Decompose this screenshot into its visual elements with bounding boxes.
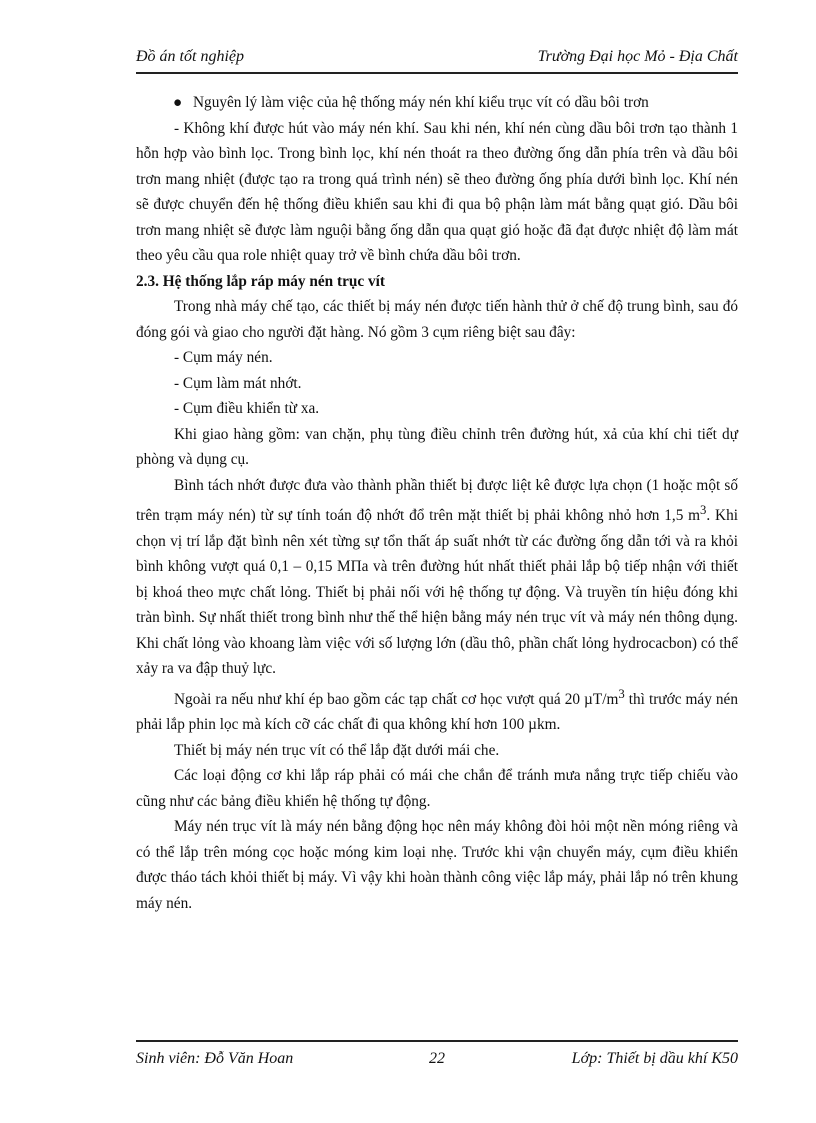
bullet-text: Nguyên lý làm việc của hệ thống máy nén khí kiểu trục vít có dầu bôi trơn — [193, 94, 649, 111]
footer-class: Lớp: Thiết bị dầu khí K50 — [571, 1050, 738, 1067]
paragraph: Máy nén trục vít là máy nén bằng động học nên máy không đòi hỏi một nền móng riêng và có thể lắp trên móng cọc hoặc móng kim loại nhẹ. Trước khi vận chuyển máy, cụm điều khiển được tháo tách khỏi thiết bị máy. Vì vậy khi hoàn thành công việc lắp máy, phải lắp nó trên khung máy nén. — [136, 818, 738, 912]
paragraph-text: . Khi chọn vị trí lắp đặt bình nên xét từng sự tổn thất áp suất nhớt từ các đường ống dẫn tới và ra khỏi bình không vượt quá 0,1 – 0,15 MПa và trên đường hút nhất thiết phải lắp bộ tiếp nhận với thiết bị khoá theo mực chất lỏng. Thiết bị phải nối với hệ thống tự động. Và truyền tín hiệu đóng khi tràn bình. Sự nhất thiết trong bình như thế thể hiện bằng máy nén trục vít và máy nén thông dụng. Khi chất lỏng vào khoang làm việc với số lượng lớn (dầu thô, phần chất lỏng hydrocacbon) có thể xảy ra va đập thuỷ lực. — [136, 507, 738, 678]
paragraph — [136, 682, 738, 738]
footer-student: Sinh viên: Đỗ Văn Hoan — [136, 1050, 294, 1067]
list-item: - Cụm điều khiển từ xa. — [174, 400, 320, 417]
paragraph-text: thì trước máy nén phải lắp phin lọc mà kích cỡ các chất đi qua không khí hơn 100 µkm. — [136, 690, 738, 734]
header-university: Trường Đại học Mỏ - Địa Chất — [537, 48, 738, 65]
bullet-item — [136, 90, 738, 116]
paragraph: Trong nhà máy chế tạo, các thiết bị máy nén được tiến hành thử ở chế độ trung bình, sau đó đóng gói và giao cho người đặt hàng. Nó gồm 3 cụm riêng biệt sau đây: — [136, 298, 738, 341]
paragraph: Các loại động cơ khi lắp ráp phải có mái che chắn để tránh mưa nắng trực tiếp chiếu vào cũng như các bảng điều khiển hệ thống tự động. — [136, 767, 738, 810]
page-body — [136, 90, 738, 916]
bullet-dot-icon: ● — [173, 94, 183, 111]
paragraph-text: Bình tách nhớt được đưa vào thành phần thiết bị được liệt kê được lựa chọn (1 hoặc một số trên trạm máy nén) từ sự tính toán độ nhớt đổ trên mặt thiết bị phải không nhỏ hơn 1,5 m — [136, 476, 738, 525]
section-heading: 2.3. Hệ thống lắp ráp máy nén trục vít — [136, 272, 386, 290]
page-footer — [136, 1040, 738, 1070]
page-header — [136, 48, 738, 74]
superscript: 3 — [618, 686, 625, 701]
paragraph: Thiết bị máy nén trục vít có thể lắp đặt dưới mái che. — [174, 741, 500, 759]
superscript: 3 — [700, 503, 707, 517]
list-item: - Cụm máy nén. — [174, 349, 273, 366]
paragraph: Khi giao hàng gồm: van chặn, phụ tùng điều chỉnh trên đường hút, xả của khí chi tiết dự phòng và dụng cụ. — [136, 425, 738, 468]
list-item: - Cụm làm mát nhớt. — [174, 374, 302, 392]
paragraph: - Không khí được hút vào máy nén khí. Sau khi nén, khí nén cùng dầu bôi trơn tạo thành 1 hỗn hợp vào bình lọc. Trong bình lọc, khí nén thoát ra theo đường ống dẫn phía trên và dầu bôi trơn mang nhiệt (được tạo ra trong quá trình nén) sẽ theo đường ống phía dưới bình lọc. Khí nén sẽ được chuyển đến hệ thống điều khiển sau khi đi qua bộ phận làm mát bằng quạt gió. Dầu bôi trơn mang nhiệt sẽ được làm nguội bằng ống dẫn qua quạt gió hoặc đã đạt được nhiệt độ làm mát theo yêu cầu qua role nhiệt quay trở về bình chứa dầu bôi trơn. — [136, 119, 738, 264]
paragraph — [136, 473, 738, 682]
paragraph-text: Ngoài ra nếu như khí ép bao gồm các tạp chất cơ học vượt quá 20 µT/m — [174, 690, 619, 708]
header-document-title: Đồ án tốt nghiệp — [136, 48, 244, 65]
page-number: 22 — [429, 1050, 445, 1067]
